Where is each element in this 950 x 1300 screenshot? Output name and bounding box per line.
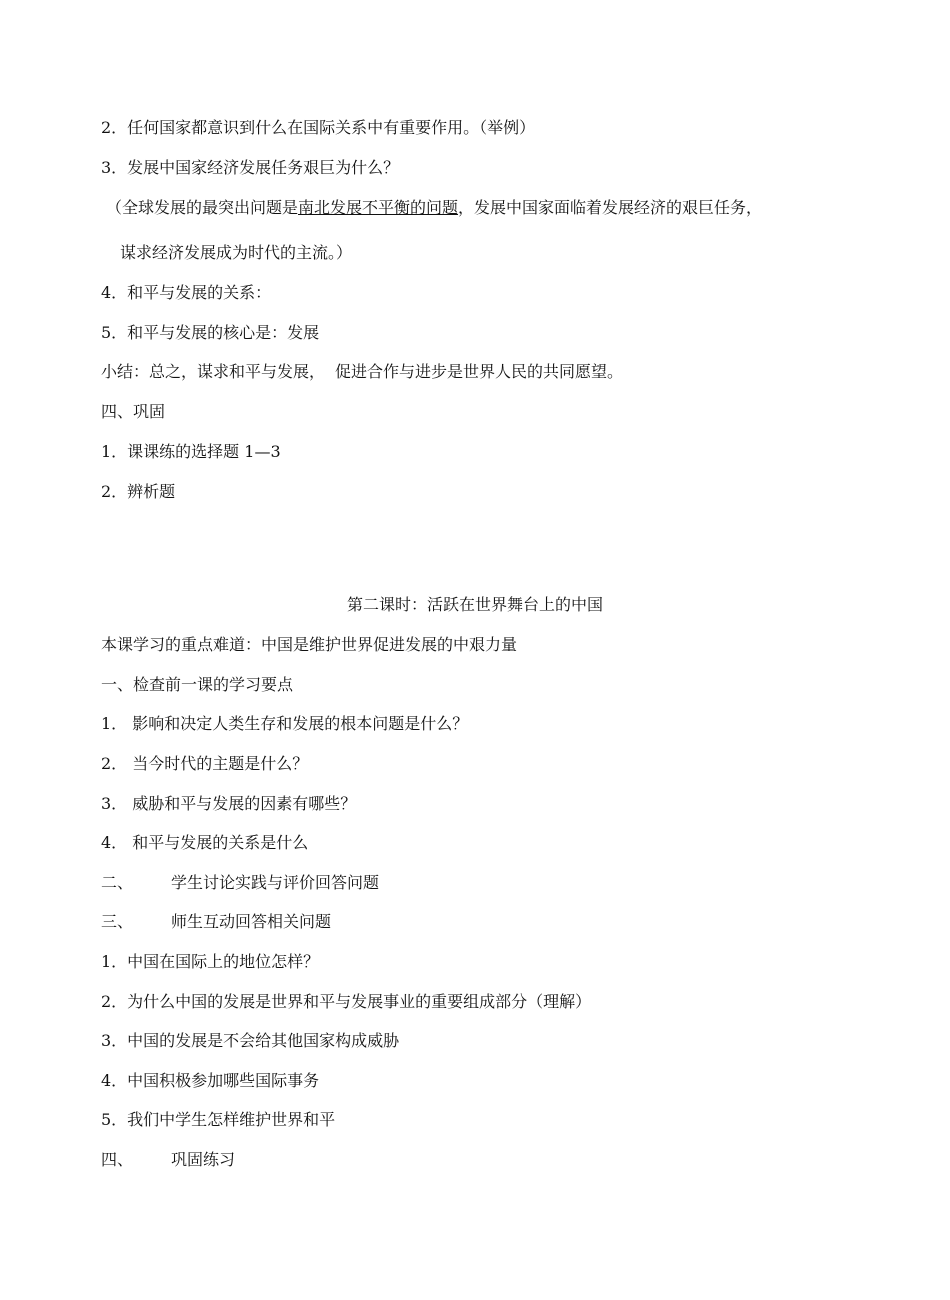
answer-suffix: ，发展中国家面临着发展经济的艰巨任务，: [458, 198, 763, 217]
answer-underlined: 南北发展不平衡的问题: [298, 198, 459, 217]
review-item-2: 2． 当今时代的主题是什么？: [101, 754, 309, 773]
section-practice-text: 巩固练习: [171, 1150, 236, 1169]
section-interaction-text: 师生互动回答相关问题: [171, 912, 332, 931]
question-item-4: 4．中国积极参加哪些国际事务: [101, 1071, 320, 1090]
question-3: 3．发展中国家经济发展任务艰巨为什么？: [101, 158, 400, 177]
question-5: 5．和平与发展的核心是：发展: [101, 323, 320, 342]
summary-part-b: 促进合作与进步是世界人民的共同愿望。: [335, 362, 624, 381]
section-review: 一、检查前一课的学习要点: [101, 675, 294, 694]
section-interaction-number: 三、: [101, 912, 134, 931]
lesson-2-title: 第二课时：活跃在世界舞台上的中国: [346, 595, 603, 614]
summary: [101, 362, 623, 382]
section-practice: [101, 1150, 235, 1170]
section-discussion-text: 学生讨论实践与评价回答问题: [171, 873, 380, 892]
question-3-answer-continuation: 谋求经济发展成为时代的主流。）: [120, 243, 353, 262]
section-consolidate: 四、巩固: [101, 402, 166, 421]
section-discussion: [101, 873, 379, 893]
question-3-answer: [106, 198, 762, 218]
exercise-item-1: 1．课课练的选择题 1—3: [101, 442, 281, 461]
summary-part-a: 小结：总之，谋求和平与发展，: [101, 362, 326, 381]
review-item-4: 4． 和平与发展的关系是什么: [101, 833, 309, 852]
exercise-item-2: 2．辨析题: [101, 482, 176, 501]
review-item-1: 1． 影响和决定人类生存和发展的根本问题是什么？: [101, 714, 469, 733]
answer-prefix: （全球发展的最突出问题是: [106, 198, 299, 217]
section-practice-number: 四、: [101, 1150, 134, 1169]
question-2: 2．任何国家都意识到什么在国际关系中有重要作用。（举例）: [101, 118, 536, 137]
question-item-3: 3．中国的发展是不会给其他国家构成威胁: [101, 1031, 400, 1050]
section-discussion-number: 二、: [101, 873, 134, 892]
lesson-focus: 本课学习的重点难道：中国是维护世界促进发展的中艰力量: [101, 635, 518, 654]
review-item-3: 3． 威胁和平与发展的因素有哪些？: [101, 794, 357, 813]
question-item-2: 2．为什么中国的发展是世界和平与发展事业的重要组成部分（理解）: [101, 992, 592, 1011]
section-interaction: [101, 912, 331, 932]
question-item-5: 5．我们中学生怎样维护世界和平: [101, 1110, 336, 1129]
question-item-1: 1．中国在国际上的地位怎样？: [101, 952, 320, 971]
question-4: 4．和平与发展的关系：: [101, 283, 272, 302]
